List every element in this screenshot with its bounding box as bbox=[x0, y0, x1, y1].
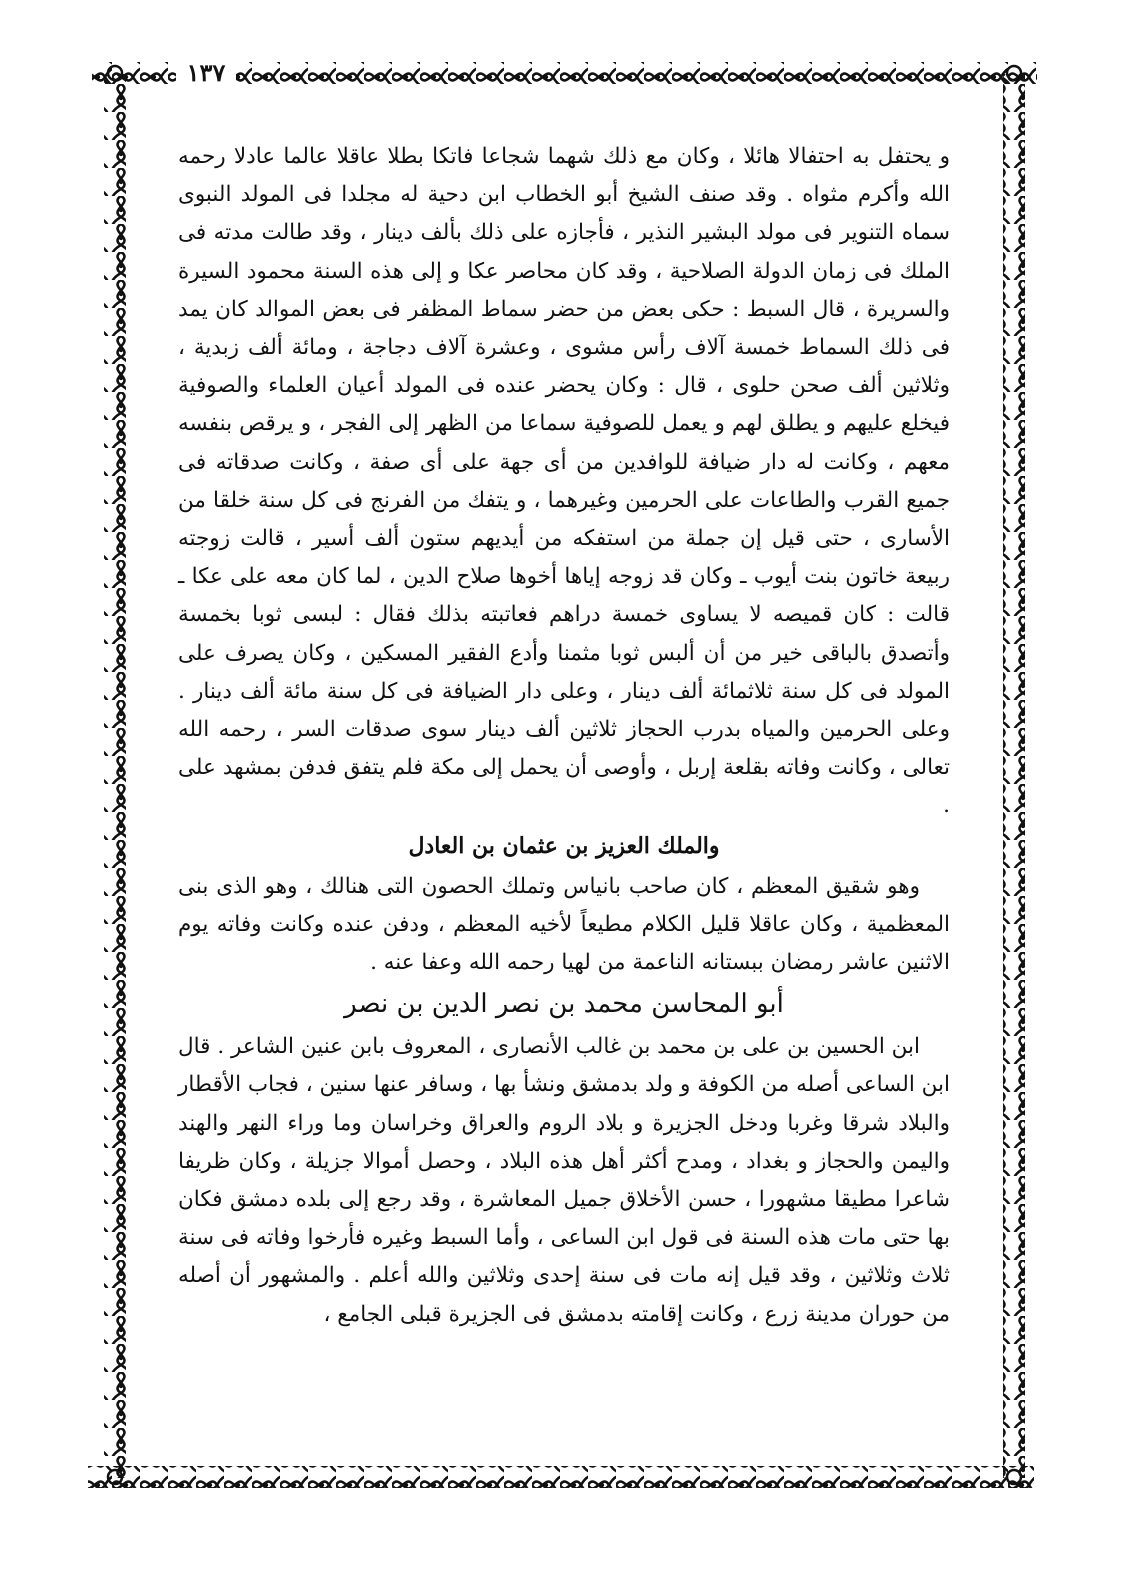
page-number: ١٣٧ bbox=[176, 58, 236, 88]
section-heading-al-aziz: والملك العزيز بن عثمان بن العادل bbox=[408, 832, 720, 859]
paragraph-1: و يحتفل به احتفالا هائلا ، وكان مع ذلك شهما شجاعا فاتكا بطلا عاقلا عالما عادلا رحمه الله وأكرم مثواه . وقد صنف الشيخ أبو الخطاب ابن دحية له مجلدا فى المولد النبوى سماه التنوير فى مولد البشير النذير ، فأجازه على ذلك بألف دينار ، وقد طالت مدته فى الملك فى زمان الدولة الصلاحية ، وقد كان محاصر عكا و إلى هذه السنة محمود السيرة والسريرة ، قال السبط : حكى بعض من حضر سماط المظفر فى بعض الموالد كان يمد فى ذلك السماط خمسة آلاف رأس مشوى ، وعشرة آلاف دجاجة ، ومائة ألف زبدية ، وثلاثين ألف صحن حلوى ، قال : وكان يحضر عنده فى المولد أعيان العلماء والصوفية فيخلع عليهم و يطلق لهم و يعمل للصوفية سماعا من الظهر إلى الفجر ، و يرقص بنفسه معهم ، وكانت له دار ضيافة للوافدين من أى جهة على أى صفة ، وكانت صدقاته فى جميع القرب والطاعات على الحرمين وغيرهما ، و يتفك من الفرنج فى كل سنة خلقا من الأسارى ، حتى قيل إن جملة من استفكه من أيديهم ستون ألف أسير ، قالت زوجته ربيعة خاتون بنت أيوب ـ وكان قد زوجه إياها أخوها صلاح الدين ، لما كان معه على عكا ـ قالت : كان قميصه لا يساوى خمسة دراهم فعاتبته بذلك فقال : لبسى ثوبا بخمسة وأتصدق بالباقى خير من أن ألبس ثوبا مثمنا وأدع الفقير المسكين ، وكان يصرف على المولد فى كل سنة ثلاثمائة ألف دينار ، وعلى دار الضيافة فى كل سنة مائة ألف دينار . وعلى الحرمين والمياه بدرب الحجاز ثلاثين ألف دينار سوى صدقات السر ، رحمه الله تعالى ، وكانت وفاته بقلعة إربل ، وأوصى أن يحمل إلى مكة فلم يتفق فدفن بمشهد على . bbox=[178, 144, 950, 819]
paragraph-3: ابن الحسين بن على بن محمد بن غالب الأنصارى ، المعروف بابن عنين الشاعر . قال ابن الساعى أصله من الكوفة و ولد بدمشق ونشأ بها ، وسافر عنها سنين ، فجاب الأقطار والبلاد شرقا وغربا ودخل الجزيرة و بلاد الروم والعراق وخراسان وما وراء النهر والهند واليمن والحجاز و بغداد ، ومدح أكثر أهل هذه البلاد ، وحصل أموالا جزيلة ، وكان ظريفا شاعرا مطيقا مشهورا ، حسن الأخلاق جميل المعاشرة ، وقد رجع إلى بلده دمشق فكان بها حتى مات هذه السنة فى قول ابن الساعى ، وأما السبط وغيره فأرخوا وفاته فى سنة ثلاث وثلاثين ، وقد قيل إنه مات فى سنة إحدى وثلاثين والله أعلم . والمشهور أن أصله من حوران مدينة زرع ، وكانت إقامته بدمشق فى الجزيرة قبلى الجامع ، bbox=[178, 1034, 950, 1327]
main-text bbox=[178, 138, 950, 1428]
section-heading-abu-al-mahasin: أبو المحاسن محمد بن نصر الدين بن نصر bbox=[344, 989, 784, 1020]
paragraph-2: وهو شقيق المعظم ، كان صاحب بانياس وتملك الحصون التى هنالك ، وهو الذى بنى المعظمية ، وكان عاقلا قليل الكلام مطيعاً لأخيه المعظم ، ودفن عنده وكانت وفاته يوم الاثنين عاشر رمضان ببستانه الناعمة من لهيا رحمه الله وعفا عنه . bbox=[178, 873, 950, 976]
